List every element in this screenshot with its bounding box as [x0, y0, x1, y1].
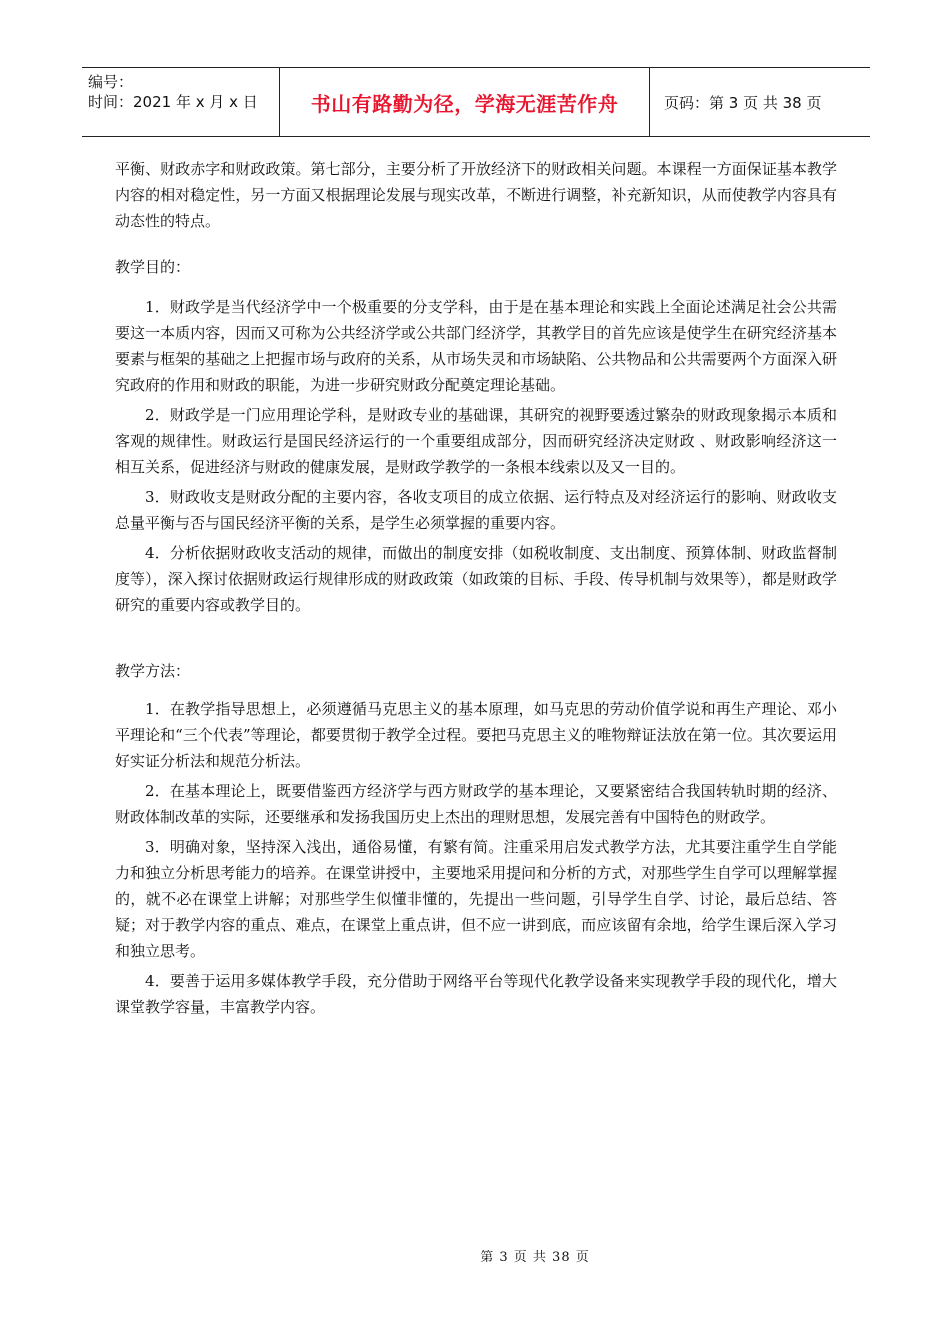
document-number-label: 编号： — [88, 73, 134, 91]
goal-paragraph-2: 2．财政学是一门应用理论学科，是财政专业的基础课，其研究的视野要透过繁杂的财政现象揭示本质和客观的规律性。财政运行是国民经济运行的一个重要组成部分，因而研究经济决定财政 、财政影响经济这一相互关系，促进经济与财政的健康发展，是财政学教学的一条根本线索以及又一目的。 — [115, 406, 837, 476]
goals-heading: 教学目的： — [115, 258, 191, 276]
methods-heading: 教学方法： — [115, 662, 191, 680]
method-paragraph-2: 2．在基本理论上，既要借鉴西方经济学与西方财政学的基本理论，又要紧密结合我国转轨时期的经济、财政体制改革的实际，还要继承和发扬我国历史上杰出的理财思想，发展完善有中国特色的财政学。 — [115, 782, 837, 826]
methods-list — [115, 696, 837, 1020]
page-footer: 第 3 页 共 38 页 — [480, 1250, 590, 1265]
method-paragraph-4: 4．要善于运用多媒体教学手段，充分借助于网络平台等现代化教学设备来实现教学手段的现代化，增大课堂教学容量，丰富教学内容。 — [115, 972, 837, 1016]
header-page-info: 页码：第 3 页 共 38 页 — [664, 93, 822, 112]
document-date: 时间：2021 年 x 月 x 日 — [88, 93, 258, 111]
goal-paragraph-3: 3．财政收支是财政分配的主要内容，各收支项目的成立依据、运行特点及对经济运行的影响、财政收支总量平衡与否与国民经济平衡的关系，是学生必须掌握的重要内容。 — [115, 488, 837, 532]
document-body — [115, 156, 837, 1024]
goal-paragraph-4: 4．分析依据财政收支活动的规律，而做出的制度安排（如税收制度、支出制度、预算体制、财政监督制度等），深入探讨依据财政运行规律形成的财政政策（如政策的目标、手段、传导机制与效果等），都是财政学研究的重要内容或教学目的。 — [115, 544, 837, 614]
header-meta-cell — [82, 68, 280, 136]
page-header — [82, 67, 870, 137]
method-paragraph-3: 3．明确对象，坚持深入浅出，通俗易懂，有繁有简。注重采用启发式教学方法，尤其要注重学生自学能力和独立分析思考能力的培养。在课堂讲授中，主要地采用提问和分析的方式，对那些学生自学可以理解掌握的，就不必在课堂上讲解；对那些学生似懂非懂的，先提出一些问题，引导学生自学、讨论，最后总结、答疑；对于教学内容的重点、难点，在课堂上重点讲，但不应一讲到底，而应该留有余地，给学生课后深入学习和独立思考。 — [115, 838, 837, 960]
goals-list — [115, 294, 837, 618]
header-motto: 书山有路勤为径，学海无涯苦作舟 — [280, 68, 650, 136]
method-paragraph-1: 1．在教学指导思想上，必须遵循马克思主义的基本原理，如马克思的劳动价值学说和再生产理论、邓小平理论和“三个代表”等理论，都要贯彻于教学全过程。要把马克思主义的唯物辩证法放在第一位。其次要运用好实证分析法和规范分析法。 — [115, 700, 837, 770]
intro-paragraph: 平衡、财政赤字和财政政策。第七部分，主要分析了开放经济下的财政相关问题。本课程一方面保证基本教学内容的相对稳定性，另一方面又根据理论发展与现实改革，不断进行调整，补充新知识，从而使教学内容具有动态性的特点。 — [115, 160, 837, 230]
goal-paragraph-1: 1．财政学是当代经济学中一个极重要的分支学科，由于是在基本理论和实践上全面论述满足社会公共需要这一本质内容，因而又可称为公共经济学或公共部门经济学，其教学目的首先应该是使学生在研究经济基本要素与框架的基础之上把握市场与政府的关系，从市场失灵和市场缺陷、公共物品和公共需要两个方面深入研究政府的作用和财政的职能，为进一步研究财政分配奠定理论基础。 — [115, 298, 837, 394]
